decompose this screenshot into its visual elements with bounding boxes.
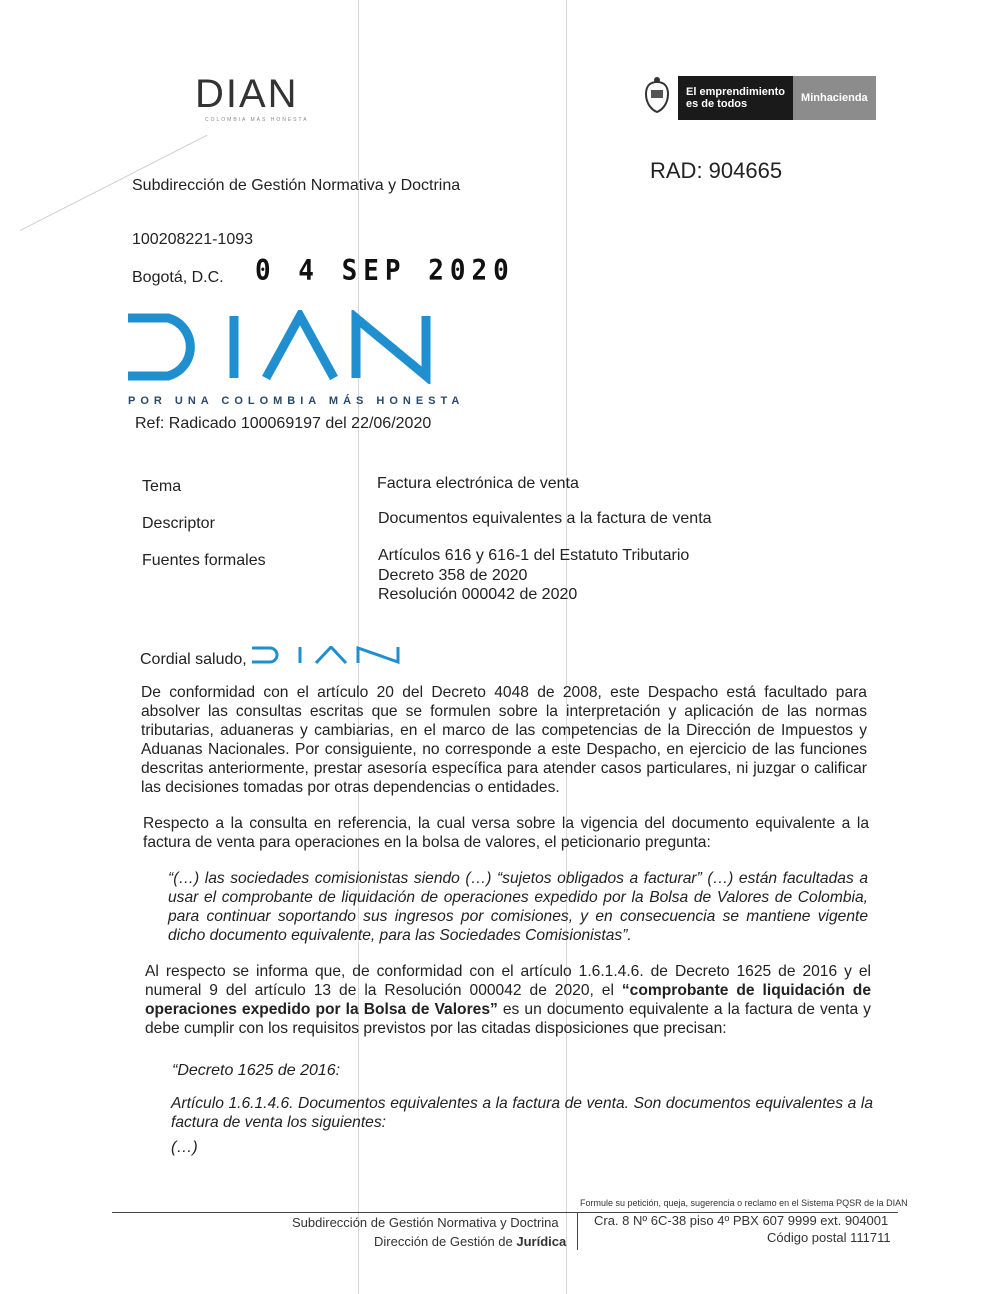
gov-slogan xyxy=(678,76,793,120)
footer-postal: Código postal 111711 xyxy=(767,1230,891,1245)
footer-divider xyxy=(577,1212,578,1250)
quote-1: “(…) las sociedades comisionistas siendo (…) “sujetos obligados a facturar” (…) están facultadas a usar el comprobante de liquidación de operaciones expedido por la Bolsa de Valores de Colombia, para continuar soportando sus ingresos por comisiones, y en consecuencia se mantiene vigente dicho documento equivalente, para las Sociedades Comisionistas”. xyxy=(168,870,868,944)
footer-office-2 xyxy=(374,1234,566,1249)
reference-line: Ref: Radicado 100069197 del 22/06/2020 xyxy=(135,415,432,432)
gov-slogan-line1: El emprendimiento xyxy=(686,86,786,98)
ministry-label: Minhacienda xyxy=(793,76,876,120)
small-dian-logo xyxy=(252,646,402,669)
table-label-tema: Tema xyxy=(142,478,182,495)
watermark-tagline: POR UNA COLOMBIA MÁS HONESTA xyxy=(128,395,465,407)
paragraph-3-text-b: es un documento equivalente a la factura de venta y debe cumplir con los requisitos previstos por las citadas disposiciones que precisan: xyxy=(145,1001,871,1037)
quote-2-title: “Decreto 1625 de 2016: xyxy=(172,1062,341,1079)
footer-pqsr: Formule su petición, queja, sugerencia o reclamo en el Sistema PQSR de la DIAN xyxy=(580,1198,908,1208)
sender-office: Subdirección de Gestión Normativa y Doctrina xyxy=(132,177,461,194)
dian-small-logo-icon xyxy=(252,646,402,664)
paragraph-3 xyxy=(145,962,871,1038)
document-number: 100208221-1093 xyxy=(132,231,254,248)
dian-logo-text: DIAN xyxy=(195,72,299,116)
footer-office-2-bold: Jurídica xyxy=(516,1234,567,1249)
table-label-descriptor: Descriptor xyxy=(142,515,215,532)
paragraph-1: De conformidad con el artículo 20 del Decreto 4048 de 2008, este Despacho está facultado para absolver las consultas escritas que se formulen sobre la interpretación y aplicación de las normas tributarias, aduaneras y cambiarias, en el marco de las competencias de la Dirección de Impuestos y Aduanas Nacionales. Por consiguiente, no corresponde a este Despacho, en ejercicio de las funciones descritas anteriormente, prestar asesoría específica para atender casos particulares, ni juzgar o calificar las decisiones tomadas por otras dependencias o entidades. xyxy=(141,684,867,796)
table-value-tema: Factura electrónica de venta xyxy=(377,475,579,492)
footer-office-2-text: Dirección de Gestión de xyxy=(374,1234,517,1249)
paragraph-3-text-a: Al respecto se informa que, de conformidad con el artículo 1.6.1.4.6. de Decreto 1625 de 2016 y el numeral 9 del artículo 13 de la Resolución 000042 de 2020, el xyxy=(145,963,871,999)
gov-slogan-line2: es de todos xyxy=(686,98,748,110)
gov-header xyxy=(640,76,876,120)
paragraph-2: Respecto a la consulta en referencia, la cual versa sobre la vigencia del documento equivalente a la factura de venta para operaciones en la bolsa de valores, el peticionario pregunta: xyxy=(143,815,869,851)
header-logo xyxy=(195,72,309,123)
paragraph-3-bold: “comprobante de liquidación de operaciones expedido por la Bolsa de Valores” xyxy=(145,982,871,1018)
table-value-fuentes-1: Artículos 616 y 616-1 del Estatuto Tributario xyxy=(378,547,690,564)
coat-of-arms-icon xyxy=(640,76,674,116)
place: Bogotá, D.C. xyxy=(132,269,224,286)
footer-office-1: Subdirección de Gestión Normativa y Doctrina xyxy=(292,1215,559,1230)
greeting: Cordial saludo, xyxy=(140,651,247,668)
dian-logo-tagline: COLOMBIA MÁS HONESTA xyxy=(205,117,309,123)
dian-watermark-icon xyxy=(128,310,438,384)
date-stamp: 0 4 SEP 2020 xyxy=(255,254,515,288)
watermark-logo xyxy=(128,310,464,407)
quote-2-ellipsis: (…) xyxy=(171,1139,198,1156)
footer-address: Cra. 8 Nº 6C-38 piso 4º PBX 607 9999 ext. 904001 xyxy=(594,1213,889,1228)
rad-number: RAD: 904665 xyxy=(650,158,783,183)
table-value-fuentes-3: Resolución 000042 de 2020 xyxy=(378,586,578,603)
table-label-fuentes: Fuentes formales xyxy=(142,552,266,569)
table-value-descriptor: Documentos equivalentes a la factura de venta xyxy=(378,510,712,527)
quote-2-body: Artículo 1.6.1.4.6. Documentos equivalentes a la factura de venta. Son documentos equivalentes a la factura de venta los siguientes: xyxy=(171,1095,873,1131)
table-value-fuentes-2: Decreto 358 de 2020 xyxy=(378,567,528,584)
